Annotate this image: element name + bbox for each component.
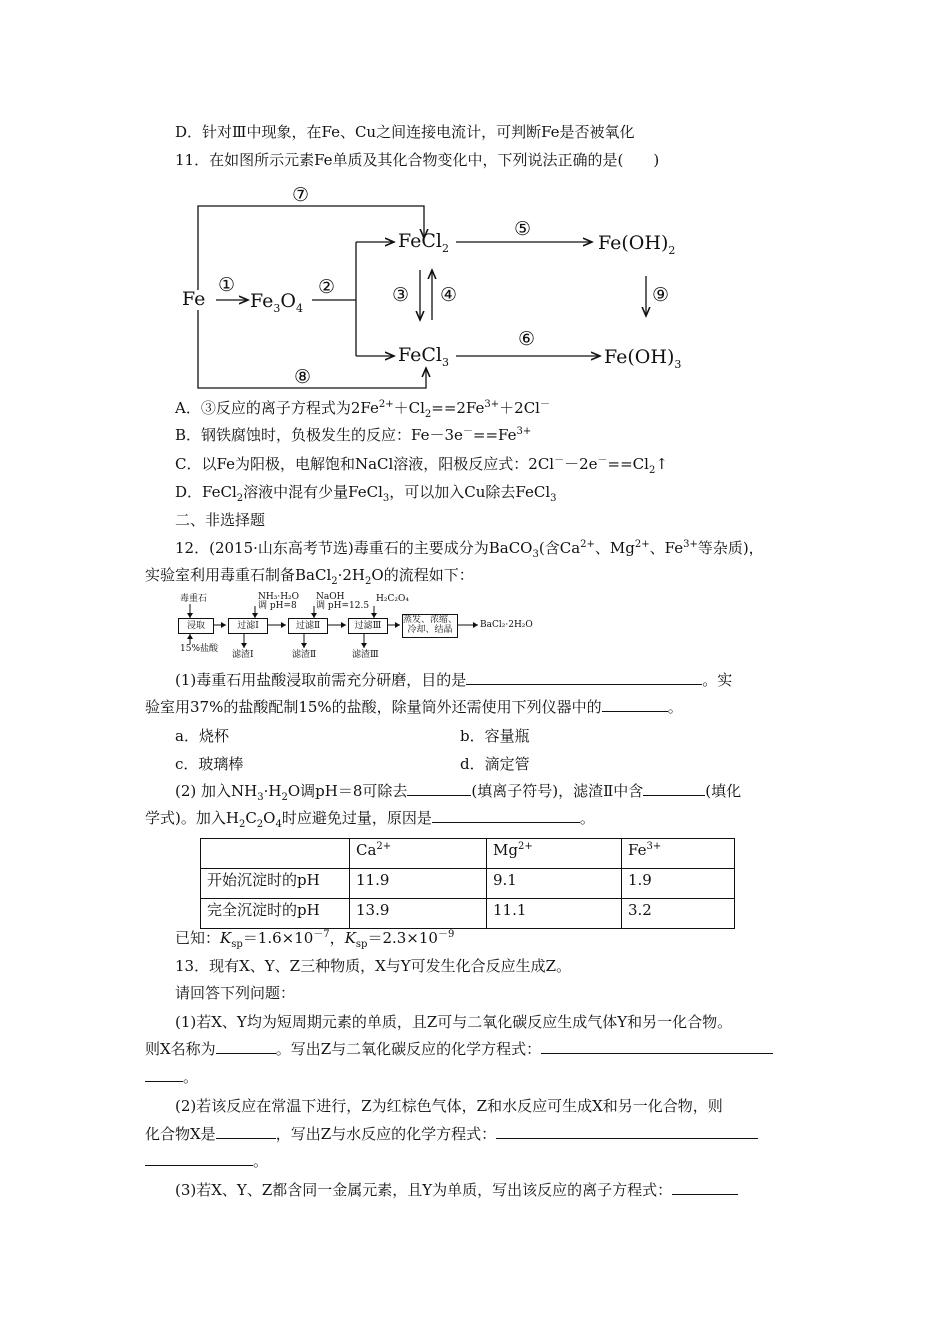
label-n2: ② (318, 276, 336, 298)
flow-input-ore: 毒重石 (180, 594, 208, 604)
label-n9: ⑨ (652, 284, 670, 306)
ph-table (200, 838, 735, 929)
table-cell: 11.1 (487, 899, 622, 929)
q10-option-d: D．针对Ⅲ中现象，在Fe、Cu之间连接电流计，可判断Fe是否被氧化 (175, 123, 635, 141)
answer-blank[interactable] (216, 1124, 276, 1139)
flow-residue2: 滤渣Ⅱ (292, 650, 317, 660)
label-fe: Fe (182, 288, 206, 310)
label-n1: ① (218, 274, 236, 296)
table-cell: 9.1 (487, 869, 622, 899)
q11-option-b: B．钢铁腐蚀时，负极发生的反应：$Fe-3e^-==Fe^{3+}$ (175, 426, 532, 444)
table-corner (201, 839, 350, 869)
answer-blank[interactable] (407, 781, 471, 796)
q13-part2-line3: 。 (145, 1151, 268, 1171)
table-cell: 13.9 (350, 899, 487, 929)
q12-part1-line1: (1)毒重石用盐酸浸取前需充分研磨，目的是 。实 (175, 671, 733, 689)
flow-reagent-nh3: NH₃·H₂O (258, 592, 300, 602)
flow-step-filter3: 过滤Ⅲ (348, 618, 388, 634)
q12-part2-line2: 学式)。加入$H_2C_2O_4$时应避免过量，原因是 。 (145, 809, 595, 830)
q13-stem: 13．现有X、Y、Z三种物质，X与Y可发生化合反应生成Z。 (175, 957, 572, 975)
flow-product: BaCl₂·2H₂O (480, 620, 533, 630)
table-row-label: 完全沉淀时的pH (201, 899, 350, 929)
answer-blank[interactable] (432, 808, 580, 823)
label-feoh3: $Fe(OH)_3$ (604, 346, 682, 371)
label-fe3o4: $Fe_3O_4$ (250, 290, 303, 315)
iron-conversion-diagram (170, 180, 730, 400)
q13-part3-line1: (3)若X、Y、Z都含同一金属元素，且Y为单质，写出该反应的离子方程式： (175, 1180, 738, 1200)
label-n7: ⑦ (292, 184, 310, 206)
flow-residue1: 滤渣Ⅰ (232, 650, 254, 660)
q12-opt-a: a．烧杯 (175, 727, 229, 745)
q13-prompt: 请回答下列问题： (175, 984, 296, 1002)
q12-stem-line1: 12．(2015·山东高考节选)毒重石的主要成分为BaCO$_3$(含$Ca^{2+}$、$Mg^{2+}$、$Fe^{3+}$等杂质)， (175, 539, 764, 560)
answer-blank[interactable] (216, 1039, 276, 1054)
table-cell: 11.9 (350, 869, 487, 899)
label-feoh2: $Fe(OH)_2$ (598, 232, 676, 257)
answer-blank[interactable] (496, 1124, 758, 1139)
label-n8: ⑧ (294, 366, 312, 388)
table-header: $Ca^{2+}$ (350, 839, 487, 869)
q13-part1-line1: (1)若X、Y均为短周期元素的单质，且Z可与二氧化碳反应生成气体Y和另一化合物。 (175, 1013, 733, 1031)
q12-part1-line2: 验室用37%的盐酸配制15%的盐酸，除量筒外还需使用下列仪器中的 。 (145, 698, 683, 716)
answer-blank[interactable] (672, 1180, 738, 1195)
q11-option-c: C．以Fe为阳极，电解饱和NaCl溶液，阳极反应式：$2Cl^--2e^-==Cl_2↑$ (175, 455, 668, 476)
table-header: $Mg^{2+}$ (487, 839, 622, 869)
answer-blank[interactable] (541, 1039, 773, 1054)
q11-stem: 11．在如图所示元素Fe单质及其化合物变化中，下列说法正确的是( ) (175, 151, 660, 169)
q11-option-d: D．FeCl$_2$溶液中混有少量FeCl$_3$，可以加入Cu除去FeCl$_3$ (175, 483, 557, 504)
answer-blank[interactable] (145, 1067, 183, 1082)
flow-residue3: 滤渣Ⅲ (352, 650, 379, 660)
flow-reagent-h2c2o4: H₂C₂O₄ (376, 594, 409, 604)
arrow-8 (198, 310, 426, 388)
answer-blank[interactable] (145, 1151, 253, 1166)
label-n5: ⑤ (514, 218, 532, 240)
q12-part2-line1: (2) 加入$NH_3\cdot H_2O$调pH＝8可除去 (填离子符号)，滤渣Ⅱ中含 (填化 (175, 782, 742, 803)
table-cell: 3.2 (622, 899, 735, 929)
answer-blank[interactable] (466, 670, 702, 685)
flow-reagent-nh3-ph: 调 pH=8 (258, 601, 297, 611)
flow-reagent-naoh: NaOH (316, 592, 345, 602)
section-heading: 二、非选择题 (175, 511, 266, 529)
label-fecl2: FeCl$_2$ (398, 230, 450, 255)
q12-opt-b: b．容量瓶 (460, 727, 530, 745)
q12-stem-line2: 实验室利用毒重石制备$BaCl_2\cdot 2H_2O$的流程如下： (145, 566, 474, 587)
label-fecl3: FeCl$_3$ (398, 344, 450, 369)
table-row-label: 开始沉淀时的pH (201, 869, 350, 899)
q11-option-a: A．③反应的离子方程式为$2Fe^{2+}+Cl_2==2Fe^{3+}+2Cl^-$ (175, 399, 550, 420)
table-cell: 1.9 (622, 869, 735, 899)
q13-part2-line2: 化合物X是 ，写出Z与水反应的化学方程式： (145, 1124, 758, 1144)
answer-blank[interactable] (643, 781, 705, 796)
flow-step-crystallize: 蒸发、浓缩、 冷却、结晶 (402, 614, 458, 638)
flow-step-filter1: 过滤Ⅰ (228, 618, 268, 634)
table-row (201, 869, 735, 899)
q13-part1-line2: 则X名称为 。写出Z与二氧化碳反应的化学方程式： (145, 1039, 773, 1059)
q12-known: 已知：$K_{sp}=1.6\times 10^{-7}$，$K_{sp}=2.3\times 10^{-9}$ (175, 929, 455, 950)
q13-part1-line3: 。 (145, 1067, 198, 1087)
flow-step-leach: 浸取 (178, 618, 214, 634)
table-header: $Fe^{3+}$ (622, 839, 735, 869)
flow-step-filter2: 过滤Ⅱ (288, 618, 328, 634)
q13-part2-line1: (2)若该反应在常温下进行，Z为红棕色气体，Z和水反应可生成X和另一化合物，则 (175, 1097, 723, 1115)
flow-reagent-naoh-ph: 调 pH=12.5 (316, 601, 370, 611)
table-header-row (201, 839, 735, 869)
q12-opt-d: d．滴定管 (460, 755, 530, 773)
label-n4: ④ (440, 284, 458, 306)
q12-opt-c: c．玻璃棒 (175, 755, 244, 773)
table-row (201, 899, 735, 929)
answer-blank[interactable] (602, 697, 668, 712)
flow-acid: 15%盐酸 (180, 644, 219, 654)
process-flowchart (178, 592, 548, 662)
label-n6: ⑥ (518, 328, 536, 350)
label-n3: ③ (392, 284, 410, 306)
